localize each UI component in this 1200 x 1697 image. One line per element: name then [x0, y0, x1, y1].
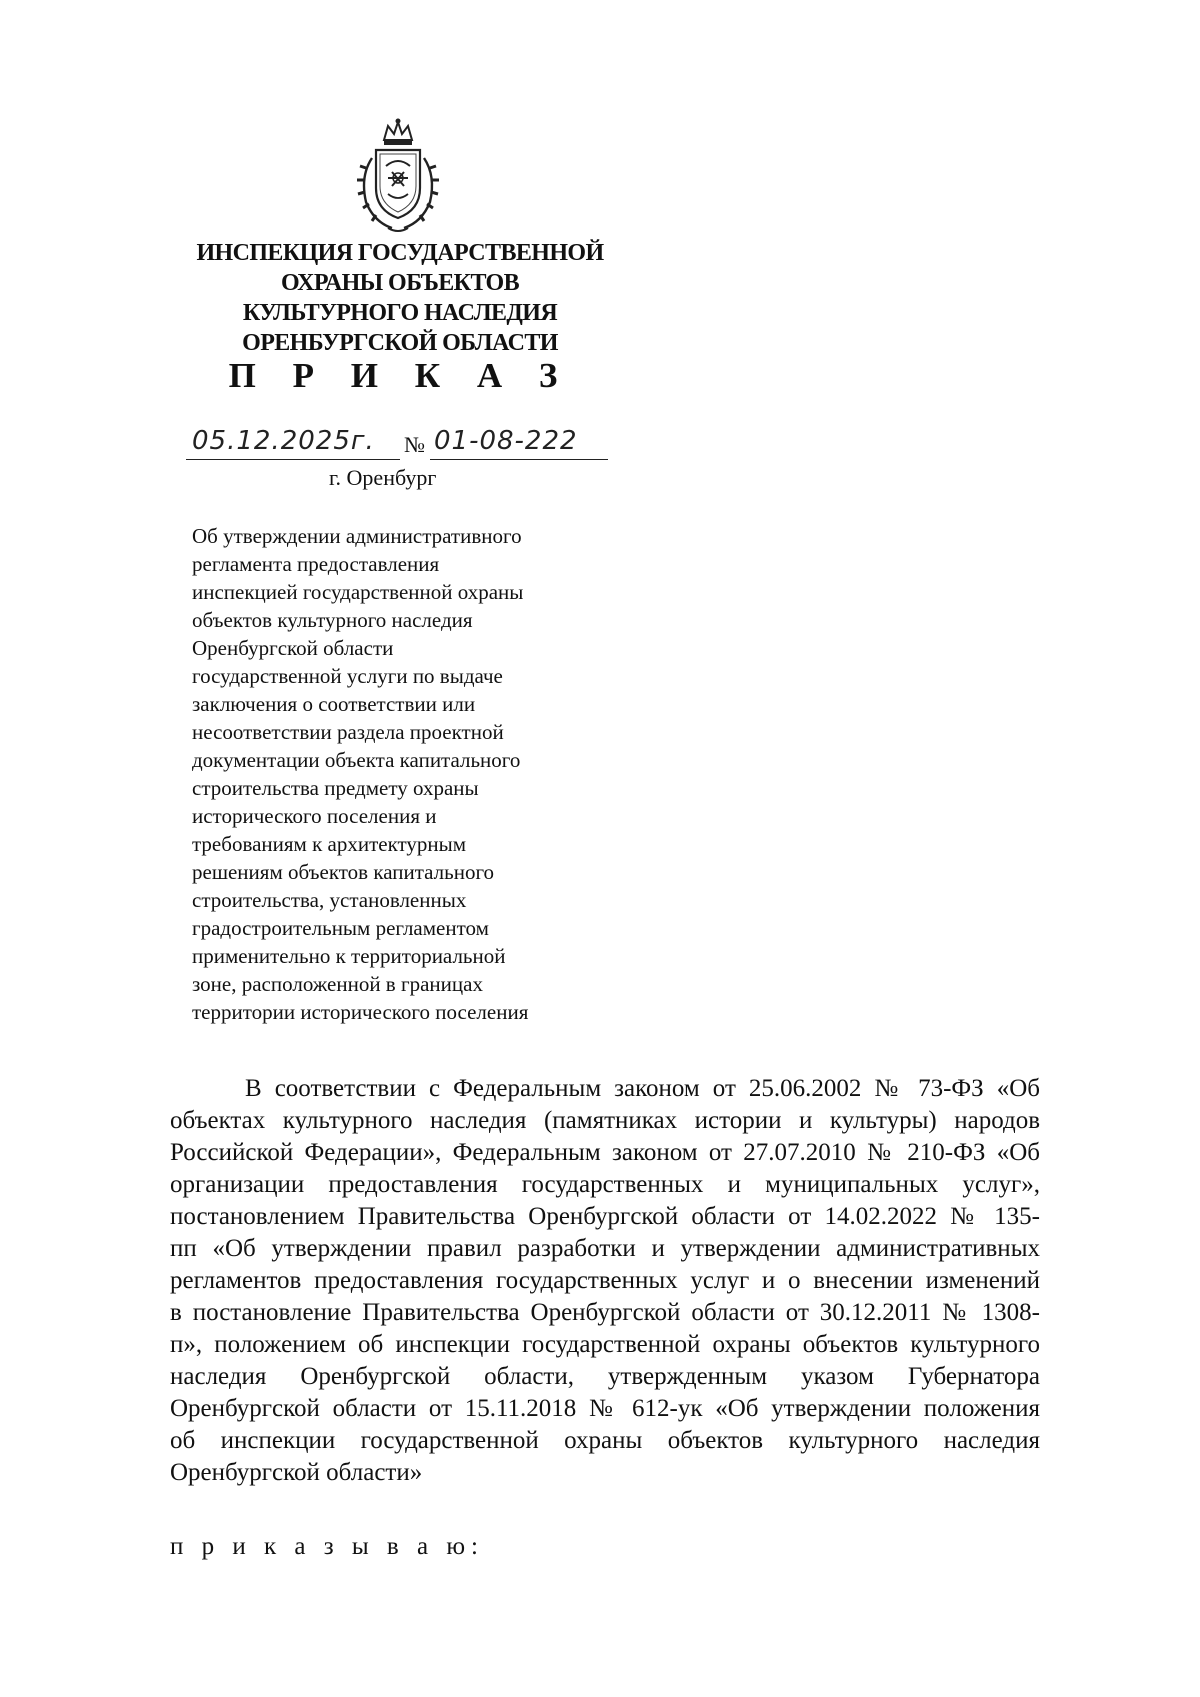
issuer-header-line: ОХРАНЫ ОБЪЕКТОВ: [280, 270, 520, 296]
subject-line: объектов культурного наследия: [192, 608, 473, 632]
subject-line: регламента предоставления: [192, 552, 440, 576]
preamble-line: объектах культурного наследия (памятниках истории и культуры) народов: [170, 1107, 1040, 1134]
preamble-line: об инспекции государственной охраны объектов культурного наследия: [170, 1427, 1040, 1454]
issuer-header-line: ОРЕНБУРГСКОЙ ОБЛАСТИ: [242, 330, 558, 356]
preamble-line: пп «Об утверждении правил разработки и утверждении административных: [170, 1235, 1040, 1262]
issuer-header: [150, 238, 650, 358]
subject-line: исторического поселения и: [192, 804, 437, 828]
subject-line: инспекцией государственной охраны: [192, 580, 524, 604]
preamble-line: В соответствии с Федеральным законом от 25.06.2002 № 73-ФЗ «Об: [245, 1075, 1040, 1102]
order-date: 05.12.2025г.: [192, 426, 375, 456]
subject-line: строительства, установленных: [192, 888, 467, 912]
subject-line: документации объекта капитального: [192, 748, 521, 772]
preamble-line: организации предоставления государственных и муниципальных услуг»,: [170, 1171, 1040, 1198]
preamble-line: в постановление Правительства Оренбургской области от 30.12.2011 № 1308-: [170, 1299, 1040, 1326]
order-number: 01-08-222: [434, 426, 578, 456]
subject-line: строительства предмету охраны: [192, 776, 479, 800]
subject-line: применительно к территориальной: [192, 944, 506, 968]
preamble-line: п», положением об инспекции государственной охраны объектов культурного: [170, 1331, 1040, 1358]
preamble-line: Оренбургской области»: [170, 1459, 423, 1486]
preamble-paragraph: [170, 1073, 1040, 1489]
preamble-line: Оренбургской области от 15.11.2018 № 612-ук «Об утверждении положения: [170, 1395, 1040, 1422]
subject-line: решениям объектов капитального: [192, 860, 495, 884]
issuer-header-line: ИНСПЕКЦИЯ ГОСУДАРСТВЕННОЙ: [196, 240, 604, 266]
document-type-title: П Р И К А З: [228, 356, 572, 395]
subject-line: заключения о соответствии или: [192, 692, 476, 716]
registration-line: [186, 428, 606, 460]
decree-word: п р и к а з ы в а ю:: [170, 1533, 484, 1560]
preamble-line: наследия Оренбургской области, утвержденным указом Губернатора: [170, 1363, 1040, 1390]
subject-line: требованиям к архитектурным: [192, 832, 467, 856]
subject-line: Об утверждении административного: [192, 524, 522, 548]
subject-line: государственной услуги по выдаче: [192, 664, 503, 688]
date-underline: [186, 459, 400, 460]
subject-line: градостроительным регламентом: [192, 916, 489, 940]
subject-line: зоне, расположенной в границах: [192, 972, 483, 996]
number-sign: №: [404, 432, 425, 457]
number-underline: [430, 459, 608, 460]
issuer-header-line: КУЛЬТУРНОГО НАСЛЕДИЯ: [242, 300, 558, 326]
preamble-line: постановлением Правительства Оренбургской области от 14.02.2022 № 135-: [170, 1203, 1040, 1230]
subject-line: несоответствии раздела проектной: [192, 720, 504, 744]
preamble-line: регламентов предоставления государственных услуг и о внесении изменений: [170, 1267, 1040, 1294]
order-subject: [192, 522, 612, 1026]
coat-of-arms-emblem: [352, 118, 444, 234]
subject-line: территории исторического поселения: [192, 1000, 529, 1024]
preamble-line: Российской Федерации», Федеральным законом от 27.07.2010 № 210-ФЗ «Об: [170, 1139, 1040, 1166]
issue-city: г. Оренбург: [329, 465, 437, 490]
subject-line: Оренбургской области: [192, 636, 394, 660]
